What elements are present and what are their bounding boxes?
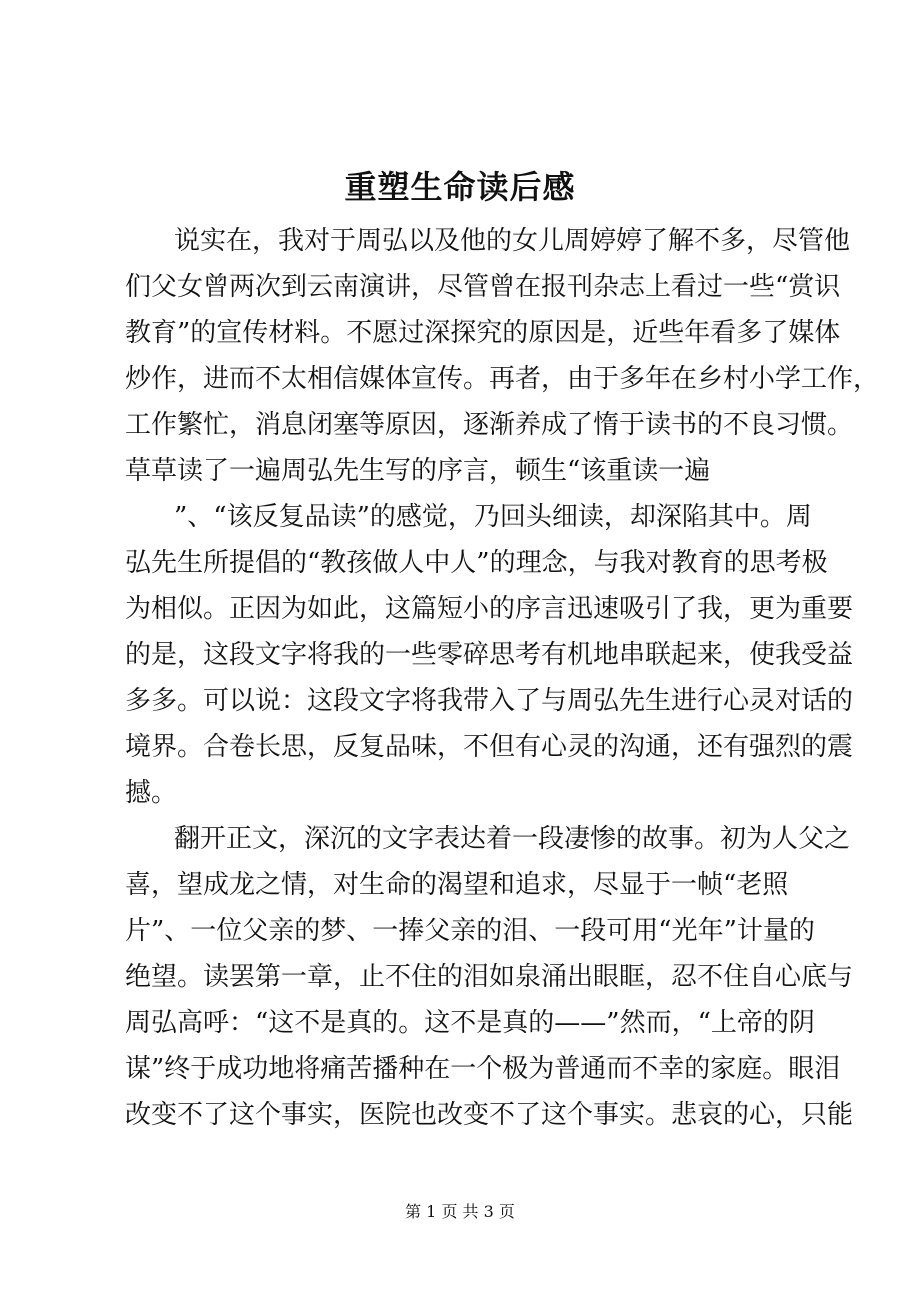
paragraph-line: 们父女曾两次到云南演讲，尽管曾在报刊杂志上看过一些“赏识 xyxy=(125,272,841,302)
paragraph-line: 境界。合卷长思，反复品味，不但有心灵的沟通，还有强烈的震 xyxy=(125,732,854,762)
page-number-footer: 第 1 页 共 3 页 xyxy=(405,1202,515,1221)
paragraph-line: 说实在，我对于周弘以及他的女儿周婷婷了解不多，尽管他 xyxy=(174,226,851,256)
paragraph-line: 片”、一位父亲的梦、一捧父亲的泪、一段可用“光年”计量的 xyxy=(125,916,815,946)
paragraph-line: 炒作，进而不太相信媒体宣传。再者，由于多年在乡村小学工作， xyxy=(125,364,880,394)
paragraph-line: 喜，望成龙之情，对生命的渴望和追求，尽显于一帧“老照 xyxy=(125,870,789,900)
paragraph-line: 草草读了一遍周弘先生写的序言，顿生“该重读一遍 xyxy=(125,456,711,486)
paragraph-line: 周弘高呼：“这不是真的。这不是真的——”然而，“上帝的阴 xyxy=(125,1008,815,1038)
paragraph-line: 教育”的宣传材料。不愿过深探究的原因是，近些年看多了媒体 xyxy=(125,318,841,348)
paragraph-line: 工作繁忙，消息闭塞等原因，逐渐养成了惰于读书的不良习惯。 xyxy=(125,410,854,440)
paragraph-line: 翻开正文，深沉的文字表达着一段凄惨的故事。初为人父之 xyxy=(174,824,851,854)
document-title: 重塑生命读后感 xyxy=(344,168,576,206)
paragraph-line: ”、“该反复品读”的感觉，乃回头细读，却深陷其中。周 xyxy=(174,502,812,532)
paragraph-line: 改变不了这个事实，医院也改变不了这个事实。悲哀的心，只能 xyxy=(125,1100,854,1130)
paragraph-line: 绝望。读罢第一章，止不住的泪如泉涌出眼眶，忍不住自心底与 xyxy=(125,962,854,992)
paragraph-line: 谋”终于成功地将痛苦播种在一个极为普通而不幸的家庭。眼泪 xyxy=(125,1054,841,1084)
paragraph-line: 的是，这段文字将我的一些零碎思考有机地串联起来，使我受益 xyxy=(125,640,854,670)
paragraph-line: 多多。可以说：这段文字将我带入了与周弘先生进行心灵对话的 xyxy=(125,686,854,716)
paragraph-line: 撼。 xyxy=(125,778,178,808)
paragraph-line: 弘先生所提倡的“教孩做人中人”的理念，与我对教育的思考极 xyxy=(125,548,828,578)
paragraph-line: 为相似。正因为如此，这篇短小的序言迅速吸引了我，更为重要 xyxy=(125,594,854,624)
